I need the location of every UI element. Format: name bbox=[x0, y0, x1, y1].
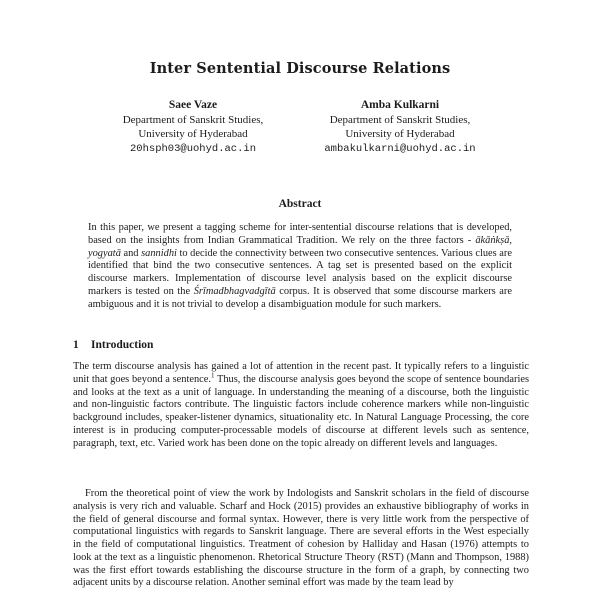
author-block-1 bbox=[118, 98, 268, 156]
sanskrit-term: Śrīmadbhagvadgītā bbox=[193, 285, 276, 297]
paper-title: Inter Sentential Discourse Relations bbox=[149, 60, 451, 77]
abstract-part: corpus. It is observed that some discourse markers are ambiguous and it is not trivial to develop a disambiguation module for such markers. bbox=[88, 285, 512, 310]
paragraph-text: Thus, the discourse analysis goes beyond the scope of sentence boundaries and looks at the text as a unit of language. In understanding the meaning of a discourse, both the linguistic and non-linguistic factors contribute. The linguistic factors include coherence markers while non-linguistic background includes, speaker-listener dynamics, situationality etc. In Natural Language Processing, the core interest is in producing computer-processable models of discourse at different levels such as sentence, paragraph, text, etc. Varied work has been done on the topic already on different levels and languages. bbox=[73, 373, 529, 449]
intro-paragraph-2: From the theoretical point of view the work by Indologists and Sanskrit scholars in the field of discourse analysis is very rich and valuable. Scharf and Hock (2015) provides an exhaustive bibliography of works in the field of general discourse and formal syntax. However, there is very little work from the perspective of computational linguistics with regards to Sanskrit language. There are several efforts in the West especially in the field of computational linguistics. Treatment of cohesion by Halliday and Hasan (1976) attempts to look at the text as a linguistic phenomenon. Rhetorical Structure Theory (RST) (Mann and Thompson, 1988) was the first effort towards establishing the discourse structure in the form of a graph, by connecting two adjacent units by a discourse relation. Another seminal effort was made by the team lead by bbox=[73, 488, 529, 589]
author-block-2 bbox=[312, 98, 488, 156]
author-department: Department of Sanskrit Studies, bbox=[329, 113, 471, 126]
intro-paragraph-1 bbox=[73, 361, 529, 450]
abstract-part: to decide the connectivity between two consecutive sentences. Various clues are identified that bind the two consecutive sentences. A tag set is presented based on the explicit discourse markers. Implementation of discourse level analysis based on the explicit discourse markers is tested on the bbox=[88, 247, 512, 297]
author-email[interactable]: 20hsph03@uohyd.ac.in bbox=[129, 142, 257, 155]
sanskrit-term: ākāṅkṣā, yogyatā bbox=[88, 234, 512, 259]
author-name: Saee Vaze bbox=[168, 99, 218, 111]
footnote-marker[interactable]: 1 bbox=[210, 371, 215, 380]
paragraph-text: The term discourse analysis has gained a lot of attention in the recent past. It typically refers to a linguistic unit that goes beyond a sentence. bbox=[73, 361, 529, 385]
sanskrit-term: sannidhi bbox=[141, 247, 177, 259]
author-institution: University of Hyderabad bbox=[138, 128, 248, 140]
abstract-text bbox=[88, 222, 512, 311]
author-email[interactable]: ambakulkarni@uohyd.ac.in bbox=[324, 142, 476, 155]
author-department: Department of Sanskrit Studies, bbox=[122, 113, 264, 126]
abstract-part: In this paper, we present a tagging scheme for inter-sentential discourse relations that is developed, based on the insights from Indian Grammatical Tradition. We rely on the three factors - bbox=[88, 222, 512, 246]
author-name: Amba Kulkarni bbox=[360, 99, 440, 111]
section-heading bbox=[73, 339, 153, 351]
section-title: Introduction bbox=[91, 339, 154, 351]
author-institution: University of Hyderabad bbox=[345, 128, 455, 140]
section-number: 1 bbox=[73, 339, 79, 351]
abstract-part: and bbox=[120, 247, 142, 259]
abstract-heading: Abstract bbox=[278, 198, 322, 210]
